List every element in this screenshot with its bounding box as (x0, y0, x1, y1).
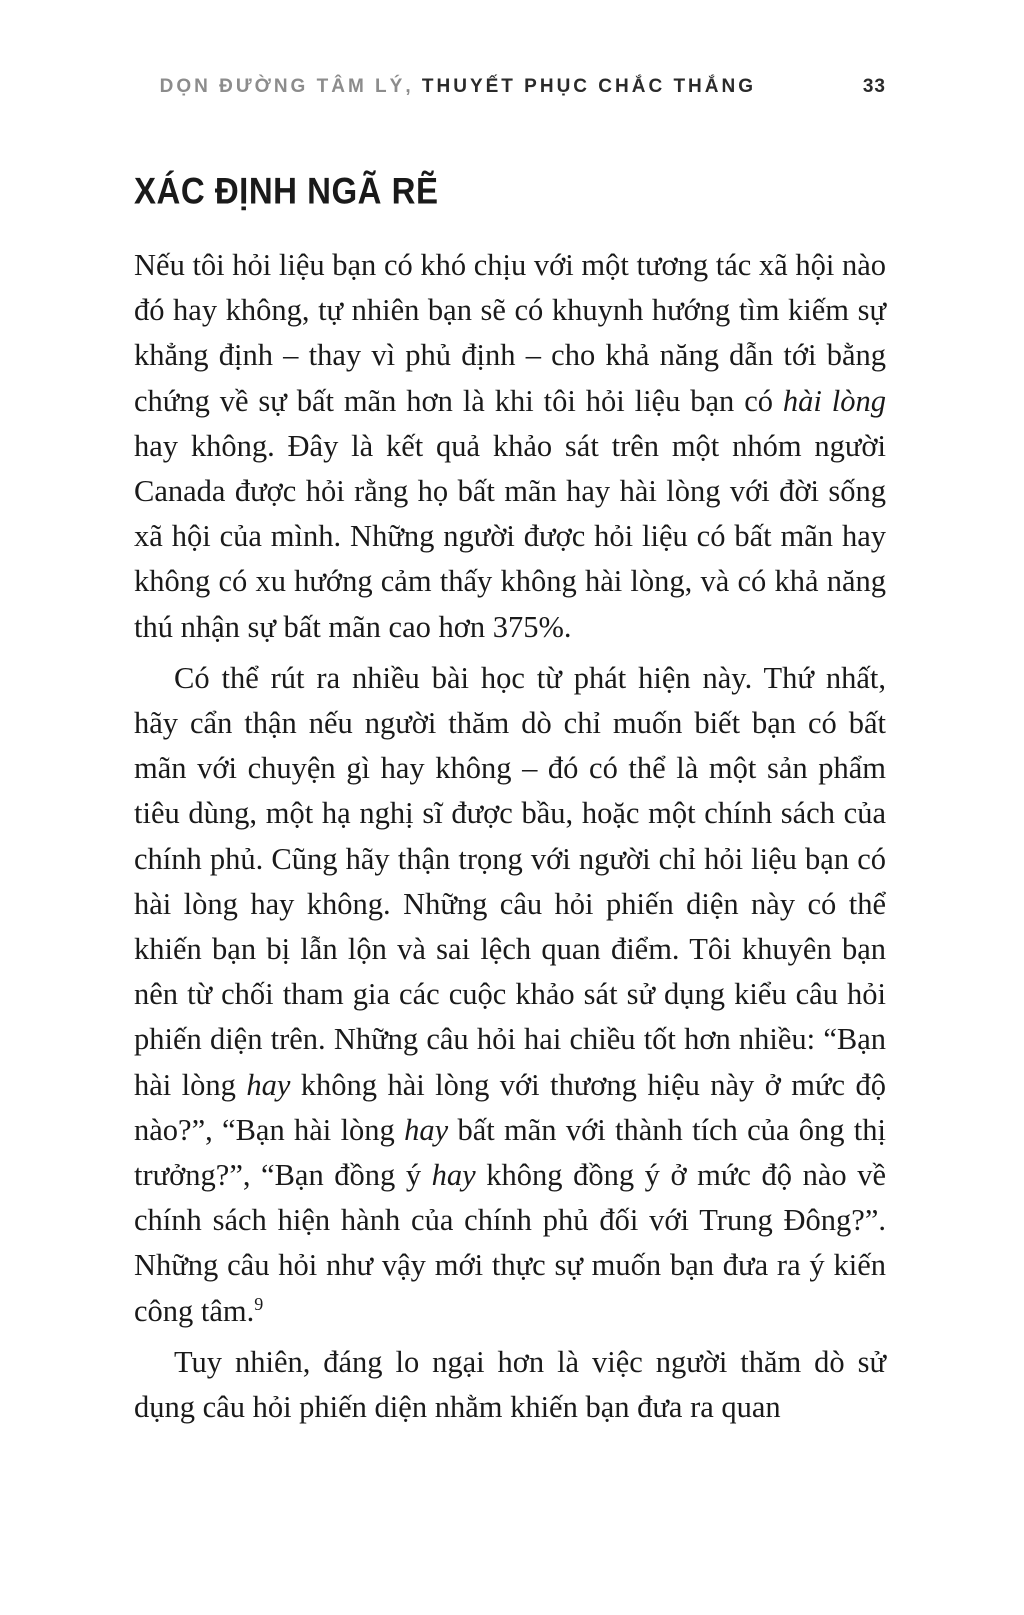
paragraph-1 (134, 243, 886, 650)
book-title (160, 76, 756, 98)
running-header (134, 76, 886, 104)
page-number: 33 (862, 76, 886, 97)
body-text (134, 243, 886, 1436)
paragraph-1-text-a: Nếu tôi hỏi liệu bạn có khó chịu với một tương tác xã hội nào đó hay không, tự nhiên bạn sẽ có khuynh hướng tìm kiếm sự khẳng định – thay vì phủ định – cho khả năng dẫn tới bằng chứng về sự bất mãn hơn là khi tôi hỏi liệu bạn có (134, 248, 886, 418)
paragraph-3 (134, 1340, 886, 1430)
book-title-part-2: THUYẾT PHỤC CHẮC THẮNG (421, 76, 756, 97)
book-title-part-1: DỌN ĐƯỜNG TÂM LÝ, (159, 76, 414, 97)
paragraph-2-text-e: bất mãn với thành tích của ông thị trưởng?”, “Bạn đồng ý (134, 1112, 886, 1193)
paragraph-2-emphasis-1: hay (246, 1067, 291, 1102)
paragraph-2-text-c: không hài lòng với thương hiệu này ở mức độ nào?”, “Bạn hài lòng (134, 1067, 886, 1147)
paragraph-2-text-g: không đồng ý ở mức độ nào về chính sách hiện hành của chính phủ đối với Trung Đông?”. Những câu hỏi như vậy mới thực sự muốn bạn đưa ra ý kiến công tâm. (134, 1158, 886, 1328)
section-heading: XÁC ĐỊNH NGÃ RẼ (134, 170, 439, 212)
paragraph-2-emphasis-2: hay (404, 1112, 449, 1147)
paragraph-2-text-a: Có thể rút ra nhiều bài học từ phát hiện này. Thứ nhất, hãy cẩn thận nếu người thăm dò chỉ muốn biết bạn có bất mãn với chuyện gì hay không – đó có thể là một sản phẩm tiêu dùng, một hạ nghị sĩ được bầu, hoặc một chính sách của chính phủ. Cũng hãy thận trọng với người chỉ hỏi liệu bạn có hài lòng hay không. Những câu hỏi phiến diện này có thể khiến bạn bị lẫn lộn và sai lệch quan điểm. Tôi khuyên bạn nên từ chối tham gia các cuộc khảo sát sử dụng kiểu câu hỏi phiến diện trên. Những câu hỏi hai chiều tốt hơn nhiều: “Bạn hài lòng (134, 660, 886, 1102)
paragraph-1-text-c: hay không. Đây là kết quả khảo sát trên một nhóm người Canada được hỏi rằng họ bất mãn hay hài lòng với đời sống xã hội của mình. Những người được hỏi liệu có bất mãn hay không có xu hướng cảm thấy không hài lòng, và có khả năng thú nhận sự bất mãn cao hơn 375%. (134, 428, 886, 644)
footnote-marker: 9 (254, 1293, 264, 1314)
paragraph-2 (134, 656, 886, 1334)
paragraph-2-emphasis-3: hay (431, 1158, 476, 1193)
paragraph-3-text-a: Tuy nhiên, đáng lo ngại hơn là việc người thăm dò sử dụng câu hỏi phiến diện nhằm khiến bạn đưa ra quan (134, 1344, 886, 1425)
paragraph-1-emphasis: hài lòng (782, 383, 886, 418)
